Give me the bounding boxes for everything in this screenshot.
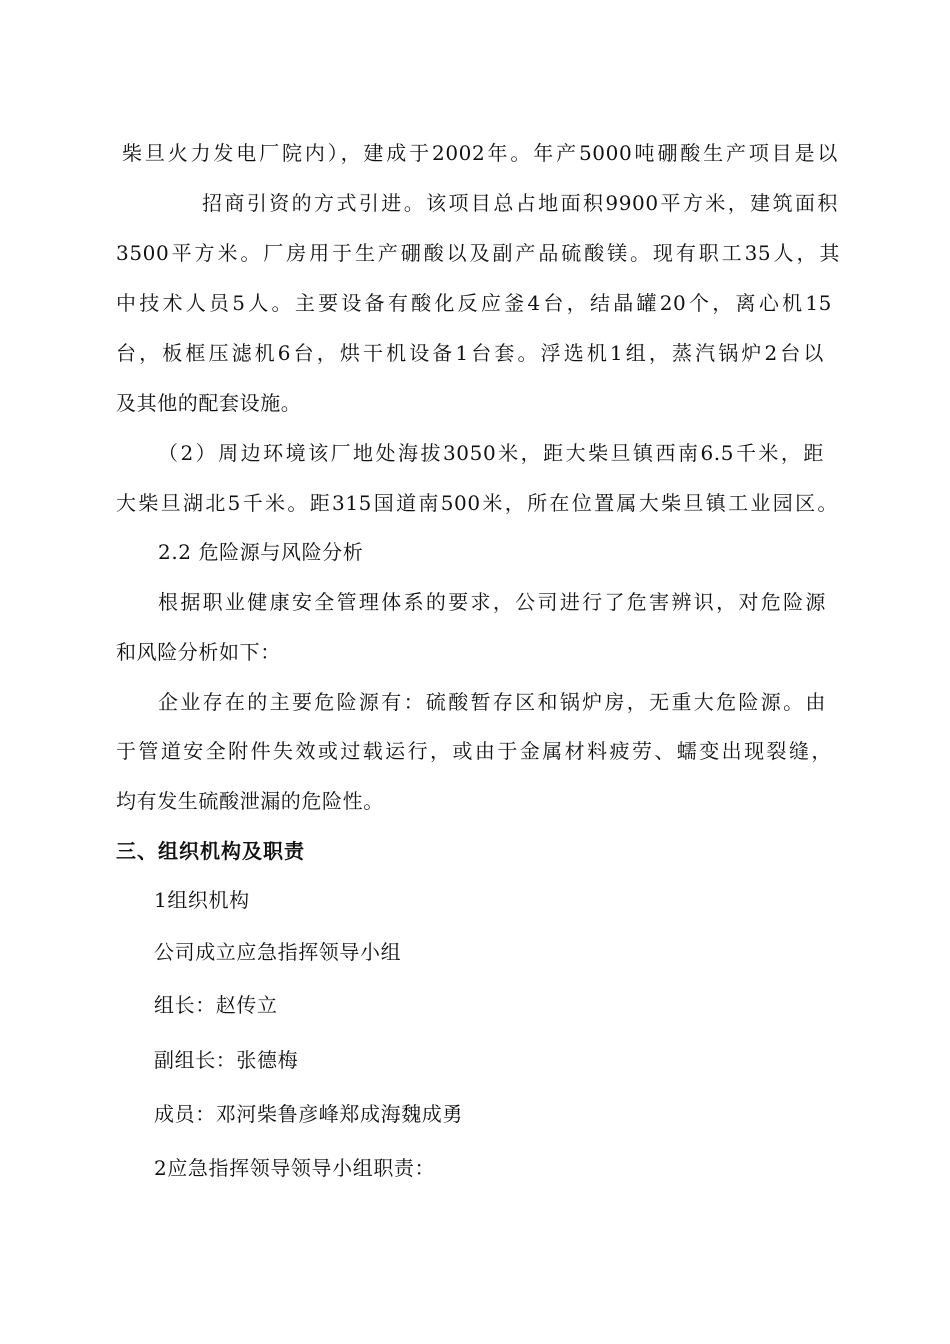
paragraph-line: 副组长：张德梅 <box>154 1048 299 1072</box>
paragraph-line: 均有发生硫酸泄漏的危险性。 <box>116 789 384 813</box>
section-subheading: 2.2 危险源与风险分析 <box>158 540 364 564</box>
subsection-heading: 1组织机构 <box>154 888 250 912</box>
paragraph-line: 台，板框压滤机6台，烘干机设备1台套。浮选机1组，蒸汽锅炉2台以 <box>116 341 824 365</box>
subsection-heading: 2应急指挥领导领导小组职责： <box>154 1156 436 1180</box>
paragraph-line: 公司成立应急指挥领导小组 <box>154 940 402 964</box>
paragraph-line: （2）周边环境该厂地处海拔3050米，距大柴旦镇西南6.5千米，距 <box>158 441 824 465</box>
paragraph-line: 中技术人员5人。主要设备有酸化反应釜4台，结晶罐20个，离心机15 <box>116 291 832 315</box>
paragraph-line: 企业存在的主要危险源有：硫酸暂存区和锅炉房，无重大危险源。由 <box>158 690 826 714</box>
paragraph-line: 3500平方米。厂房用于生产硼酸以及副产品硫酸镁。现有职工35人，其 <box>116 241 840 265</box>
section-heading: 三、组织机构及职责 <box>116 839 305 863</box>
paragraph-line: 组长：赵传立 <box>154 993 278 1017</box>
paragraph-line: 和风险分析如下： <box>116 640 281 664</box>
paragraph-line: 根据职业健康安全管理体系的要求，公司进行了危害辨识，对危险源 <box>158 590 826 614</box>
paragraph-line: 及其他的配套设施。 <box>116 391 302 415</box>
paragraph-line: 柴旦火力发电厂院内），建成于2002年。年产5000吨硼酸生产项目是以 <box>122 141 838 165</box>
paragraph-line: 成员：邓河柴鲁彦峰郑成海魏成勇 <box>154 1102 463 1126</box>
paragraph-line: 于管道安全附件失效或过载运行，或由于金属材料疲劳、蠕变出现裂缝， <box>116 739 832 763</box>
paragraph-line: 招商引资的方式引进。该项目总占地面积9900平方米，建筑面积 <box>202 191 838 215</box>
paragraph-line: 大柴旦湖北5千米。距315国道南500米，所在位置属大柴旦镇工业园区。 <box>116 491 838 515</box>
